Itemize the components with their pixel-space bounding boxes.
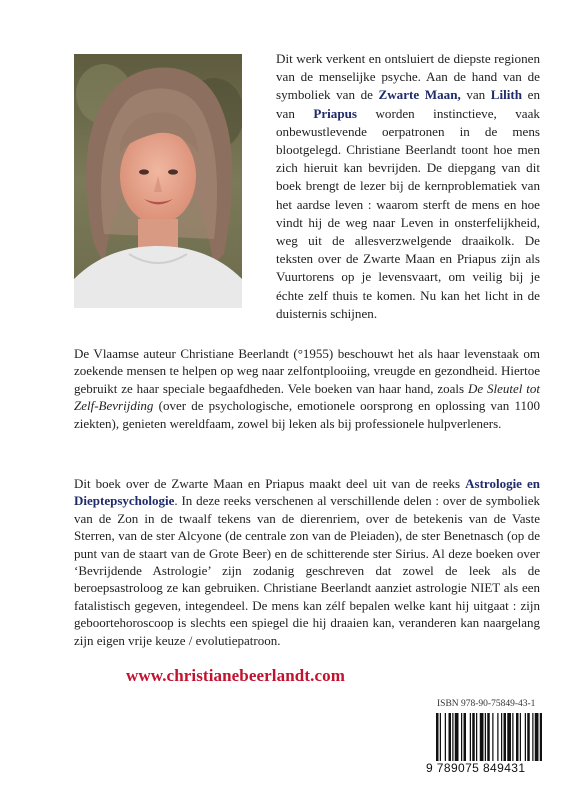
lilith-highlight: Lilith xyxy=(490,87,523,103)
barcode-bar xyxy=(504,713,507,765)
barcode-bar xyxy=(512,713,513,765)
barcode-bar xyxy=(497,713,498,765)
website-link[interactable]: www.christianebeerlandt.com xyxy=(126,666,345,685)
barcode-bar xyxy=(440,713,441,765)
barcode-bar xyxy=(445,713,446,765)
intro-text: Dit werk verkent en ontsluiert de diepste regionen van de menselijke psyche. Aan de hand van de symboliek van de Zwarte Maan, van Lilith en van Priapus worden instinctieve, vaak onbewustlevende oerpatronen in de mens blootgelegd. Christiane Beerlandt toont hoe men zich hieruit kan bevrijden. De diepgang van dit boek brengt de lezer bij de kernproblematiek van het aardse leven : waarom sterft de mens en hoe vindt hij de weg naar Leven in onsterfelijkheid, weg uit de allesverzwelgende draaikolk. De teksten over de Zwarte Maan en Priapus zijn als Vuurtorens op je levensvaart, om veilig bij je échte zelf thuis te komen. Nu kan het licht in de duisternis schijnen. xyxy=(276,51,540,321)
barcode-bar xyxy=(532,713,533,765)
barcode-bar xyxy=(485,713,486,765)
series-name-highlight: Astrologie en Dieptepsychologie xyxy=(74,476,540,509)
barcode-bar xyxy=(464,713,467,765)
barcode-bar xyxy=(501,713,502,765)
barcode-bar xyxy=(480,713,484,765)
priapus-highlight: Priapus xyxy=(313,105,358,121)
barcode-bar xyxy=(535,713,539,765)
barcode-bar xyxy=(516,713,519,765)
barcode-bar xyxy=(455,713,459,765)
author-bio-paragraph: De Vlaamse auteur Christiane Beerlandt (°1955) beschouwt het als haar levenstaak om zoekende mensen te helpen op weg naar zelfontplooiing, vreugde en gezondheid. Hiertoe gebruikt ze haar speciale begaafdheden. Vele boeken van haar hand, zoals De Sleutel tot Zelf-Bevrijding (over de psychologische, emotionele oorsprong en oplossing van 1100 ziekten), genieten wereldfaam, zowel bij leken als bij professionele hulpverleners. xyxy=(74,346,540,431)
barcode-bar xyxy=(540,713,542,765)
barcode-bar xyxy=(472,713,475,765)
isbn-text: ISBN 978-90-75849-43-1 xyxy=(437,699,536,709)
barcode-bar xyxy=(449,713,452,765)
barcode-bar xyxy=(452,713,453,765)
book-title-italic: De Sleutel tot Zelf-Bevrijding xyxy=(74,380,540,414)
zwarte-maan-highlight: Zwarte Maan, xyxy=(378,87,461,103)
barcode-bar xyxy=(436,713,439,765)
barcode-bar xyxy=(487,713,490,765)
author-photo xyxy=(74,54,242,308)
barcode-bar xyxy=(525,713,526,765)
barcode-bar xyxy=(476,713,477,765)
barcode-bar xyxy=(461,713,462,765)
barcode-bar xyxy=(470,713,471,765)
barcode-bar xyxy=(492,713,493,765)
barcode-number: 9 789075 849431 xyxy=(426,761,544,775)
series-paragraph: Dit boek over de Zwarte Maan en Priapus maakt deel uit van de reeks Astrologie en Dieptepsychologie. In deze reeks verschenen al verschillende delen : over de symboliek van de Zon in de twaalf tekens van de dierenriem, over de betekenis van de Vaste Sterren, van de ster Alcyone (de centrale zon van de Pleiaden), de ster Benetnasch (op de punt van de staart van de Grote Beer) en de schitterende ster Sirius. Al deze boeken over ‘Bevrijdende Astrologie’ zijn zodanig geschreven dat zowel de leek als de beroepsastroloog ze kan gebruiken. Christiane Beerlandt aanziet astrologie NIET als een fatalistisch gegeven, integendeel. De mens kan zélf bepalen welke kant hij uitgaat : zijn geboortehoroscoop is slechts een spiegel die hij draaien kan, veranderen kan naargelang zijn eigen vrije keuze / evolutiepatroon. xyxy=(74,476,540,648)
barcode-bar xyxy=(507,713,511,765)
barcode-bar xyxy=(527,713,530,765)
barcode-bar xyxy=(520,713,521,765)
